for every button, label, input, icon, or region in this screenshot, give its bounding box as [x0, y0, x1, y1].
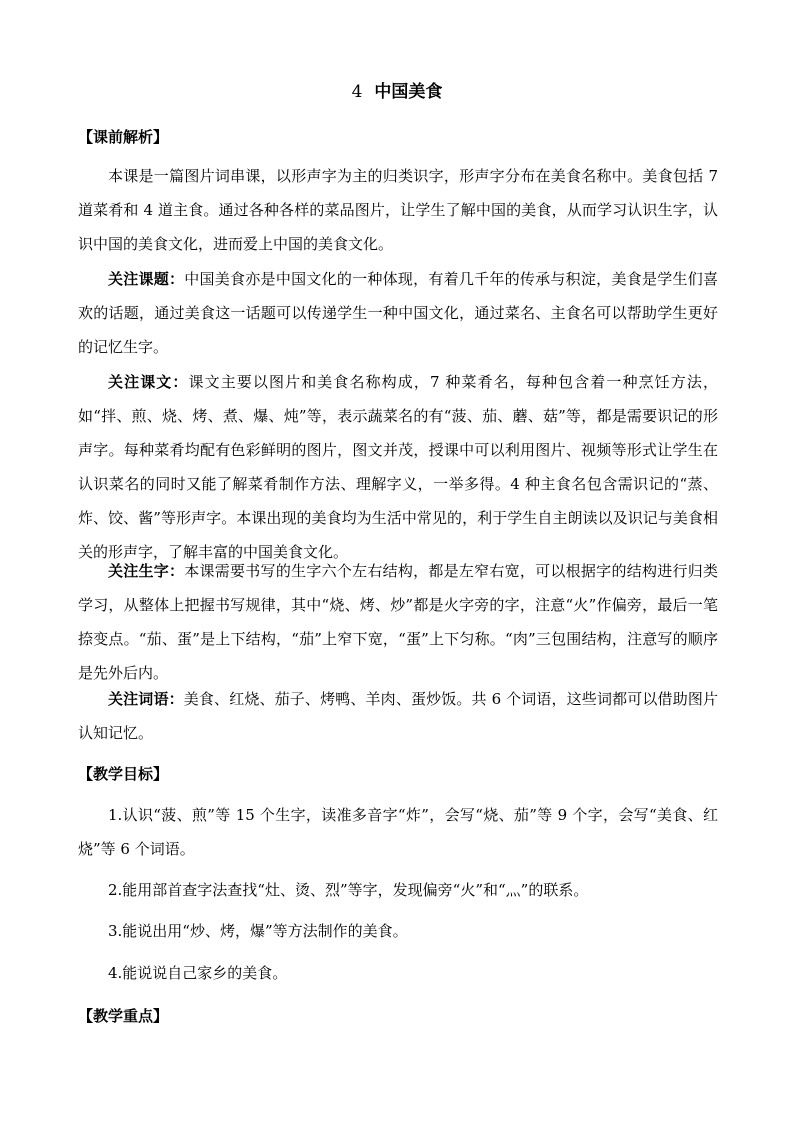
- section-heading-teaching-goals: 【教学目标】: [78, 765, 169, 783]
- goal-item: 1.认识“菠、煎”等 15 个生字，读准多音字“炸”，会写“烧、茄”等 9 个字，会写“美食、红烧”等 6 个词语。: [78, 806, 718, 858]
- focus-chars-lead: 关注生字：: [108, 562, 185, 580]
- section-heading-pre-analysis: 【课前解析】: [78, 128, 169, 146]
- focus-words-text: 美食、红烧、茄子、烤鸭、羊肉、蛋炒饭。共 6 个词语，这些词都可以借助图片认知记忆。: [78, 690, 718, 742]
- lesson-number: 4: [351, 82, 363, 102]
- focus-chars-paragraph: [78, 554, 718, 690]
- focus-text-text: 课文主要以图片和美食名称构成，7 种菜肴名，每种包含着一种烹饪方法，如“拌、煎、烧、烤、煮、爆、炖”等，表示蔬菜名的有“菠、茄、蘑、菇”等，都是需要识记的形声字。每种菜肴均配有色彩鲜明的图片，图文并茂，授课中可以利用图片、视频等形式让学生在认识菜名的同时又能了解菜肴制作方法、理解字义，一举多得。4 种主食名包含需识记的“蒸、炸、饺、酱”等形声字。本课出现的美食均为生活中常见的，利于学生自主朗读以及识记与美食相关的形声字，了解丰富的中国美食文化。: [78, 373, 718, 561]
- goal-item: 4.能说说自己家乡的美食。: [108, 964, 288, 982]
- focus-chars-text: 本课需要书写的生字六个左右结构，都是左窄右宽，可以根据字的结构进行归类学习，从整体上把握书写规律，其中“烧、烤、炒”都是火字旁的字，注意“火”作偏旁，最后一笔捺变点。“茄、蛋”是上下结构，“茄”上窄下宽，“蛋”上下匀称。“肉”三包围结构，注意写的顺序是先外后内。: [78, 562, 718, 682]
- focus-text-paragraph: [78, 365, 718, 569]
- lesson-title: 中国美食: [374, 82, 443, 102]
- goal-item: 3.能说出用“炒、烤，爆”等方法制作的美食。: [108, 922, 408, 940]
- focus-words-paragraph: [78, 682, 718, 750]
- focus-title-paragraph: [78, 262, 718, 364]
- goal-item: 2.能用部首查字法查找“灶、烫、烈”等字，发现偏旁“火”和“灬”的联系。: [108, 881, 589, 899]
- focus-words-lead: 关注词语：: [108, 690, 184, 708]
- intro-paragraph: 本课是一篇图片词串课，以形声字为主的归类识字，形声字分布在美食名称中。美食包括 7 道菜肴和 4 道主食。通过各种各样的菜品图片，让学生了解中国的美食，从而学习认识生字，认识中国的美食文化，进而爱上中国的美食文化。: [78, 167, 718, 253]
- focus-text-lead: 关注课文：: [108, 373, 189, 391]
- page-title: [0, 79, 794, 105]
- section-heading-teaching-focus: 【教学重点】: [78, 1007, 169, 1025]
- focus-title-lead: 关注课题：: [108, 270, 185, 288]
- focus-title-text: 中国美食亦是中国文化的一种体现，有着几千年的传承与积淀，美食是学生们喜欢的话题，通过美食这一话题可以传递学生一种中国文化，通过菜名、主食名可以帮助学生更好的记忆生字。: [78, 270, 718, 356]
